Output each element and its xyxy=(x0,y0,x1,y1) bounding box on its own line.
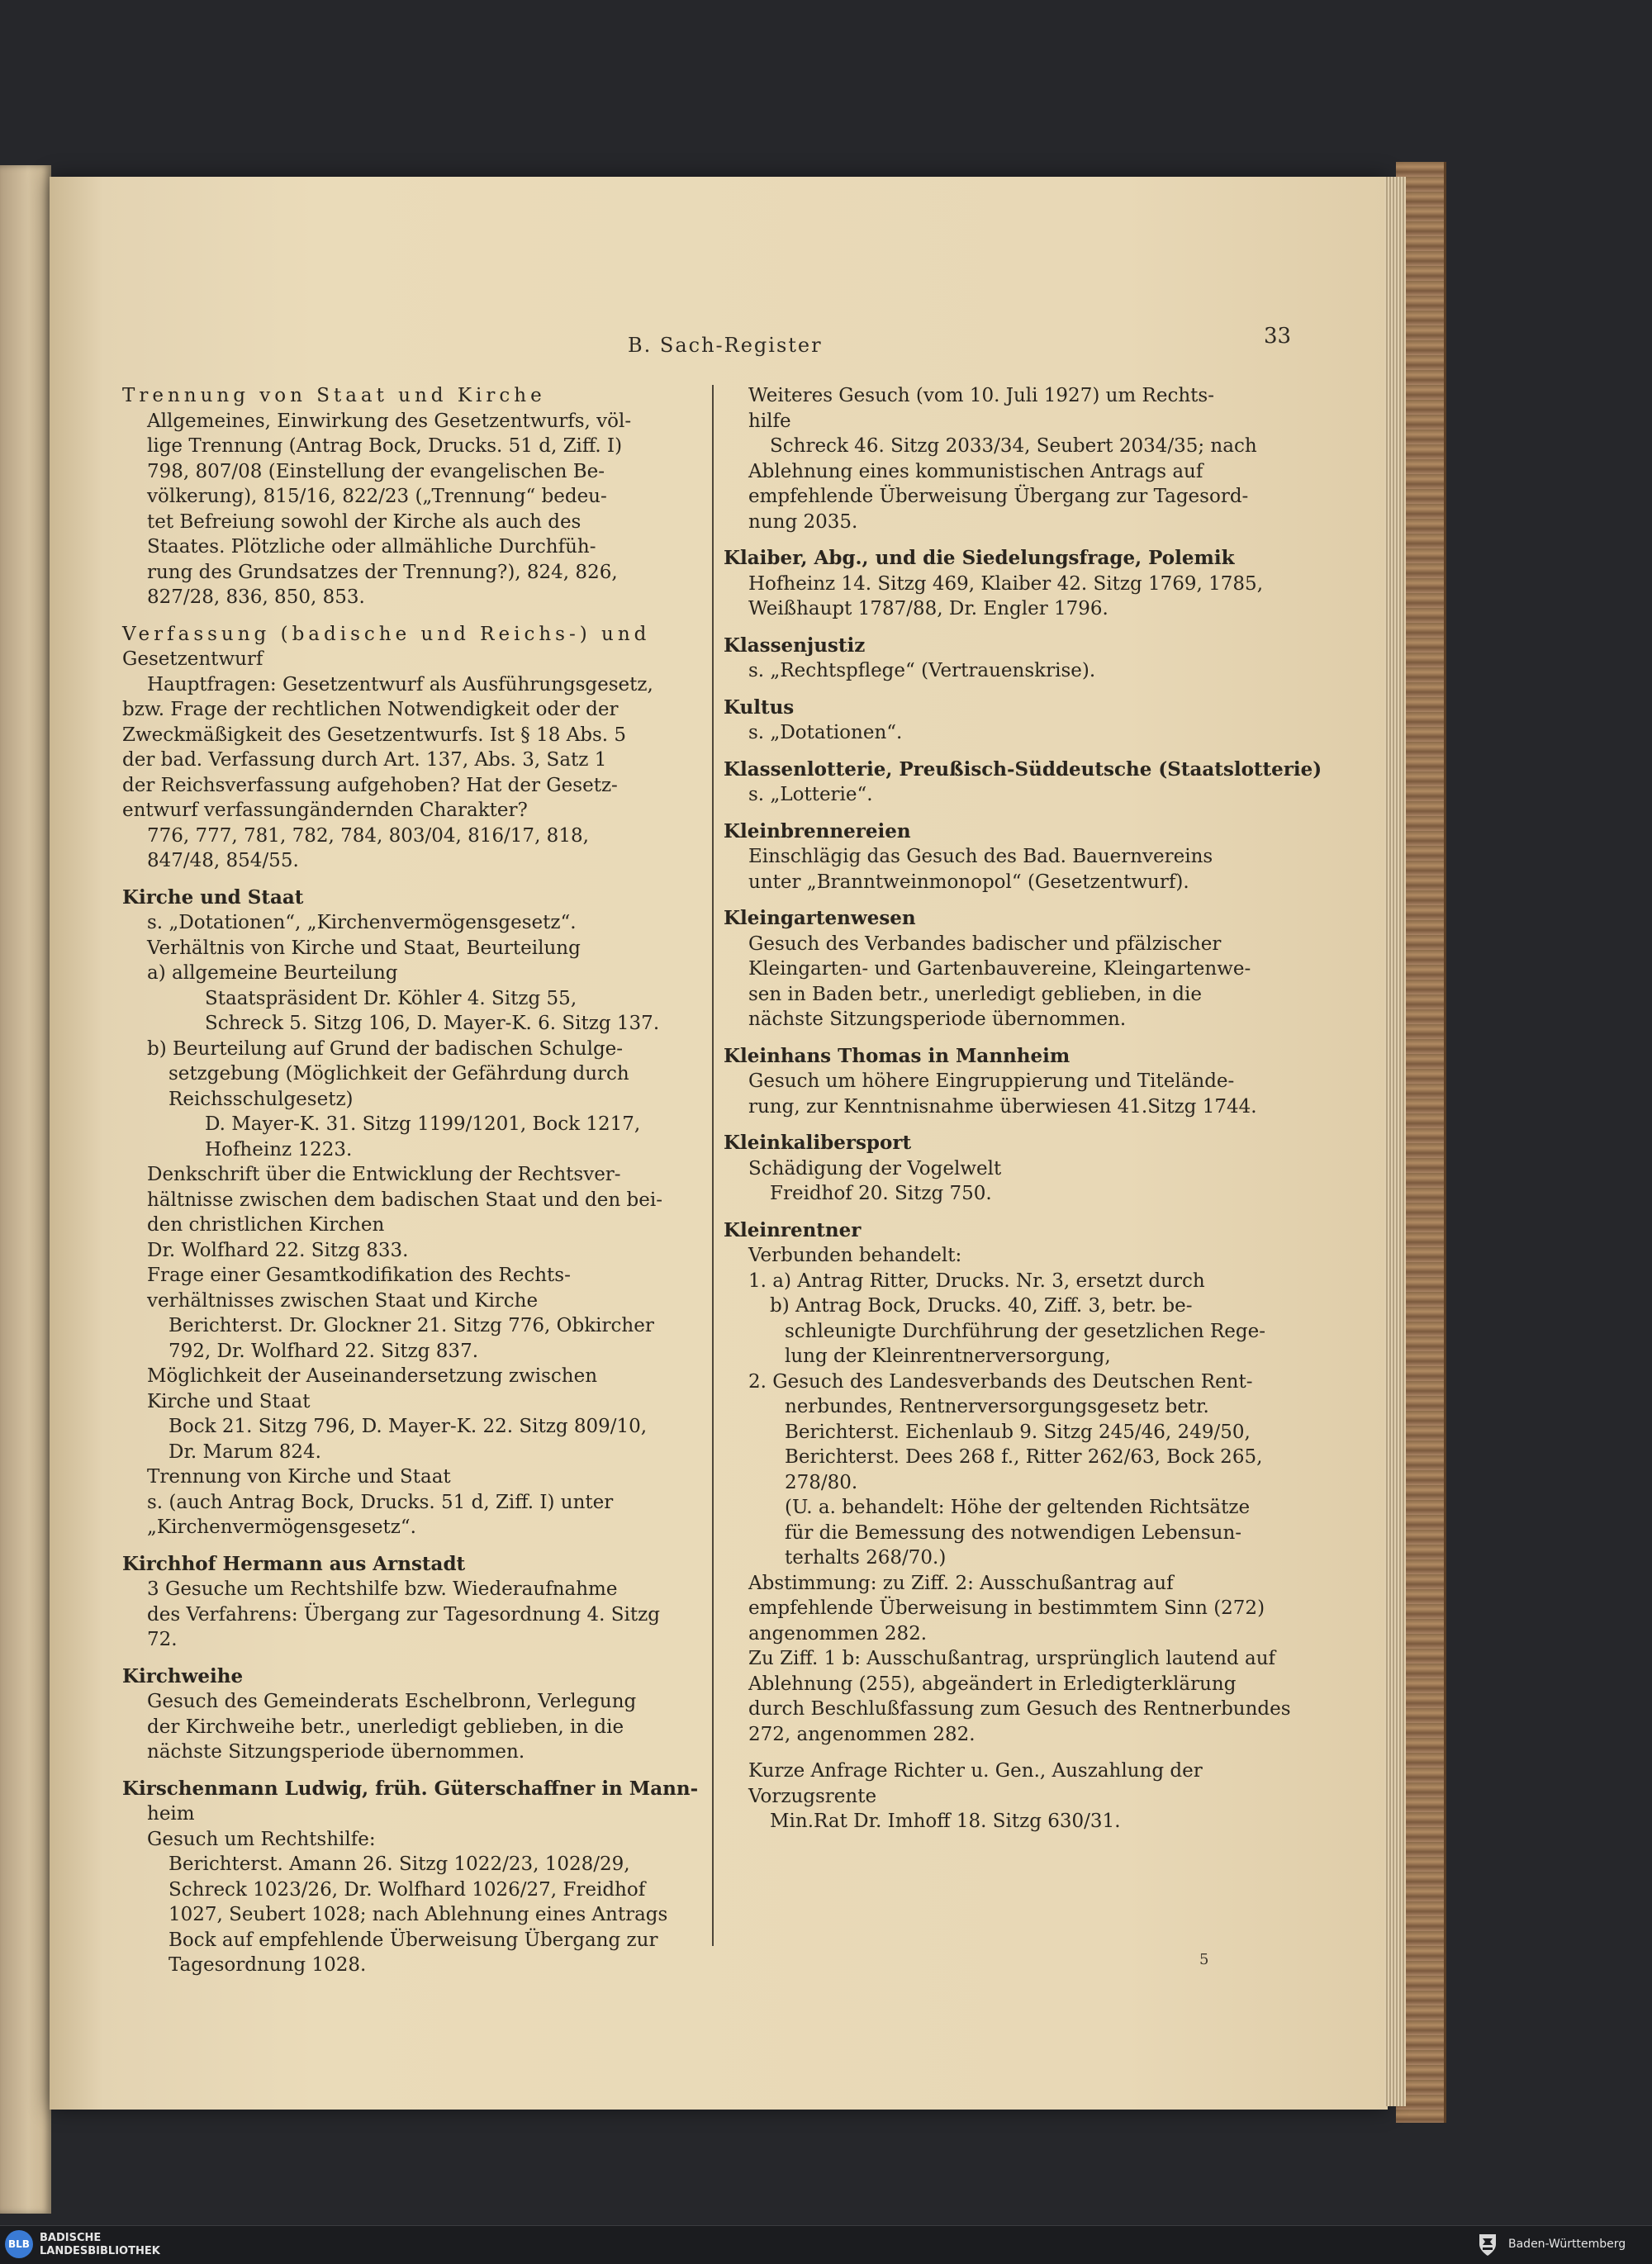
entry-line: 3 Gesuche um Rechtshilfe bzw. Wiederaufnahme xyxy=(147,1578,618,1600)
entry-line: 1. a) Antrag Ritter, Drucks. Nr. 3, ersetzt durch xyxy=(748,1270,1205,1292)
library-name[interactable] xyxy=(40,2232,160,2258)
entry-line: D. Mayer-K. 31. Sitzg 1199/1201, Bock 1217, xyxy=(205,1113,641,1135)
entry-line: Tagesordnung 1028. xyxy=(169,1954,367,1976)
entry-line: Freidhof 20. Sitzg 750. xyxy=(770,1183,992,1204)
entry-heading: Klassenjustiz xyxy=(724,634,866,657)
entry-line: Schreck 46. Sitzg 2033/34, Seubert 2034/35; nach xyxy=(770,435,1257,457)
library-name-line2: LANDESBIBLIOTHEK xyxy=(40,2245,160,2257)
entry-line: Bock 21. Sitzg 796, D. Mayer-K. 22. Sitzg 809/10, xyxy=(169,1416,648,1437)
entry-line: Frage einer Gesamtkodifikation des Rechts- xyxy=(147,1265,571,1286)
entry-line: sen in Baden betr., unerledigt geblieben, in die xyxy=(748,983,1202,1005)
entry-line: Trennung von Staat und Kirche xyxy=(122,385,546,406)
entry-heading: Kirchweihe xyxy=(122,1664,244,1687)
entry-line: des Verfahrens: Übergang zur Tagesordnung 4. Sitzg xyxy=(147,1603,660,1626)
entry-line: empfehlende Überweisung in bestimmtem Sinn (272) xyxy=(748,1597,1265,1619)
library-name-line1: BADISCHE xyxy=(40,2232,102,2244)
entry-line: rung des Grundsatzes der Trennung?), 824, 826, xyxy=(147,561,618,583)
entry-line: lung der Kleinrentnerversorgung, xyxy=(785,1346,1111,1367)
entry-line: Hofheinz 14. Sitzg 469, Klaiber 42. Sitzg 1769, 1785, xyxy=(748,572,1263,595)
entry-line: Gesuch um Rechtshilfe: xyxy=(147,1828,376,1850)
entry-line: angenommen 282. xyxy=(748,1622,928,1645)
entry-line: schleunigte Durchführung der gesetzlichen Rege- xyxy=(785,1320,1265,1342)
entry-line: Gesuch um höhere Eingruppierung und Titelände- xyxy=(748,1070,1235,1092)
entry-line: Berichterst. Amann 26. Sitzg 1022/23, 1028/29, xyxy=(169,1853,630,1875)
entry-line: Min.Rat Dr. Imhoff 18. Sitzg 630/31. xyxy=(770,1811,1121,1832)
entry-line: der Kirchweihe betr., unerledigt geblieben, in die xyxy=(147,1716,624,1738)
entry-line: 72. xyxy=(147,1629,178,1650)
entry-line: der Reichsverfassung aufgehoben? Hat der Gesetz- xyxy=(122,774,618,796)
entry-heading: Klassenlotterie, Preußisch-Süddeutsche (Staatslotterie) xyxy=(724,757,1322,781)
entry-heading: Kirche und Staat xyxy=(122,885,304,909)
entry-line: für die Bemessung des notwendigen Lebensun- xyxy=(785,1521,1242,1544)
entry-line: Gesetzentwurf xyxy=(122,648,263,670)
entry-line: Hauptfragen: Gesetzentwurf als Ausführungsgesetz, xyxy=(147,673,653,695)
entry-line: durch Beschlußfassung zum Gesuch des Rentnerbundes xyxy=(748,1698,1291,1720)
entry-line: Vorzugsrente xyxy=(748,1785,877,1807)
entry-line: Schädigung der Vogelwelt xyxy=(748,1157,1002,1179)
entry-line: Dr. Wolfhard 22. Sitzg 833. xyxy=(147,1239,409,1261)
entry-line: b) Beurteilung auf Grund der badischen Schulge- xyxy=(147,1037,624,1060)
entry-line: heim xyxy=(147,1803,195,1825)
left-column xyxy=(122,383,699,1978)
entry-line: Staates. Plötzliche oder allmähliche Durchfüh- xyxy=(147,536,596,558)
entry-line: Schreck 5. Sitzg 106, D. Mayer-K. 6. Sitzg 137. xyxy=(205,1013,660,1034)
entry-line: der bad. Verfassung durch Art. 137, Abs. 3, Satz 1 xyxy=(122,749,607,771)
entry-line: terhalts 268/70.) xyxy=(785,1547,947,1569)
entry-line: Berichterst. Eichenlaub 9. Sitzg 245/46, 249/50, xyxy=(785,1421,1251,1443)
entry-line: nächste Sitzungsperiode übernommen. xyxy=(748,1009,1127,1030)
entry-line: setzgebung (Möglichkeit der Gefährdung durch xyxy=(169,1063,629,1085)
entry-line: nerbundes, Rentnerversorgungsgesetz betr. xyxy=(785,1396,1209,1417)
column-divider xyxy=(712,385,714,1946)
viewer-footer xyxy=(0,2225,1652,2264)
entry-line: Reichsschulgesetz) xyxy=(169,1088,354,1110)
entry-line: Dr. Marum 824. xyxy=(169,1441,321,1463)
entry-line: b) Antrag Bock, Drucks. 40, Ziff. 3, betr. be- xyxy=(770,1295,1193,1317)
entry-heading: Kleingartenwesen xyxy=(724,907,916,929)
entry-line: lige Trennung (Antrag Bock, Drucks. 51 d, Ziff. I) xyxy=(147,435,623,457)
entry-line: s. „Dotationen“, „Kirchenvermögensgesetz“. xyxy=(147,912,577,933)
entry-line: s. (auch Antrag Bock, Drucks. 51 d, Ziff. I) unter xyxy=(147,1491,614,1513)
entry-line: 792, Dr. Wolfhard 22. Sitzg 837. xyxy=(169,1340,479,1362)
entry-heading: Kirchhof Hermann aus Arnstadt xyxy=(122,1552,466,1575)
entry-line: bzw. Frage der rechtlichen Notwendigkeit oder der xyxy=(122,699,619,720)
entry-line: Verhältnis von Kirche und Staat, Beurteilung xyxy=(147,937,581,959)
entry-line: „Kirchenvermögensgesetz“. xyxy=(147,1516,416,1538)
entry-line: Staatspräsident Dr. Köhler 4. Sitzg 55, xyxy=(205,987,577,1009)
entry-line: entwurf verfassungändernden Charakter? xyxy=(122,800,528,821)
entry-line: Möglichkeit der Auseinandersetzung zwischen xyxy=(147,1365,598,1387)
entry-line: nächste Sitzungsperiode übernommen. xyxy=(147,1741,525,1763)
entry-line: hältnisse zwischen dem badischen Staat und den bei- xyxy=(147,1189,662,1211)
entry-line: Ablehnung (255), abgeändert in Erledigterklärung xyxy=(748,1673,1237,1695)
entry-line: s. „Rechtspflege“ (Vertrauenskrise). xyxy=(748,660,1096,681)
entry-line: Abstimmung: zu Ziff. 2: Ausschußantrag auf xyxy=(748,1572,1174,1594)
entry-line: Schreck 1023/26, Dr. Wolfhard 1026/27, Freidhof xyxy=(169,1878,646,1901)
entry-heading: Kleinhans Thomas in Mannheim xyxy=(724,1044,1070,1067)
entry-heading: Kirschenmann Ludwig, früh. Güterschaffner in Mann- xyxy=(122,1777,699,1800)
entry-line: Gesuch des Gemeinderats Eschelbronn, Verlegung xyxy=(147,1691,637,1712)
entry-line: verhältnisses zwischen Staat und Kirche xyxy=(147,1289,539,1312)
page-block-edge xyxy=(1384,177,1406,2106)
entry-line: Einschlägig das Gesuch des Bad. Bauernvereins xyxy=(748,846,1213,867)
entry-line: hilfe xyxy=(748,410,791,432)
entry-heading: Kleinbrennereien xyxy=(724,819,911,842)
entry-line: Ablehnung eines kommunistischen Antrags auf xyxy=(748,460,1203,482)
baden-wuerttemberg-coat-of-arms-icon[interactable] xyxy=(1477,2233,1498,2257)
entry-line: völkerung), 815/16, 822/23 („Trennung“ bedeu- xyxy=(147,486,607,507)
blb-logo-icon[interactable]: BLB xyxy=(5,2230,33,2258)
entry-line: Zu Ziff. 1 b: Ausschußantrag, ursprünglich lautend auf xyxy=(748,1648,1276,1669)
entry-line: tet Befreiung sowohl der Kirche als auch des xyxy=(147,510,582,533)
entry-heading: Klaiber, Abg., und die Siedelungsfrage, Polemik xyxy=(724,547,1235,569)
entry-line: unter „Branntweinmonopol“ (Gesetzentwurf). xyxy=(748,871,1189,893)
entry-line: Berichterst. Dees 268 f., Ritter 262/63, Bock 265, xyxy=(785,1446,1263,1468)
entry-line: rung, zur Kenntnisnahme überwiesen 41.Sitzg 1744. xyxy=(748,1095,1257,1118)
entry-line: Hofheinz 1223. xyxy=(205,1138,353,1160)
entry-line: 272, angenommen 282. xyxy=(748,1723,976,1745)
entry-line: den christlichen Kirchen xyxy=(147,1214,385,1236)
entry-line: a) allgemeine Beurteilung xyxy=(147,962,398,984)
entry-line: 827/28, 836, 850, 853. xyxy=(147,586,365,608)
entry-line: nung 2035. xyxy=(748,510,858,533)
signature-mark: 5 xyxy=(1199,1951,1209,1968)
entry-line: Bock auf empfehlende Überweisung Übergang zur xyxy=(169,1929,658,1951)
entry-line: 2. Gesuch des Landesverbands des Deutschen Rent- xyxy=(748,1370,1253,1393)
left-page-edge xyxy=(0,165,51,2214)
entry-line: Zweckmäßigkeit des Gesetzentwurfs. Ist § 18 Abs. 5 xyxy=(122,724,627,746)
entry-line: empfehlende Überweisung Übergang zur Tagesord- xyxy=(748,486,1249,507)
page-number: 33 xyxy=(1264,324,1292,349)
entry-line: Verfassung (badische und Reichs-) und xyxy=(122,623,651,645)
state-name[interactable]: Baden-Württemberg xyxy=(1508,2238,1626,2251)
entry-heading: Kultus xyxy=(724,695,795,719)
entry-line: 847/48, 854/55. xyxy=(147,850,299,871)
entry-line: 1027, Seubert 1028; nach Ablehnung eines Antrags xyxy=(169,1904,668,1925)
entry-line: s. „Dotationen“. xyxy=(748,722,903,743)
entry-line: Kirche und Staat xyxy=(147,1390,311,1412)
entry-line: 776, 777, 781, 782, 784, 803/04, 816/17, 818, xyxy=(147,824,589,847)
entry-heading: Kleinkalibersport xyxy=(724,1132,912,1154)
entry-line: Berichterst. Dr. Glockner 21. Sitzg 776, Obkircher xyxy=(169,1315,654,1336)
entry-line: Kurze Anfrage Richter u. Gen., Auszahlung der xyxy=(748,1760,1203,1782)
entry-heading: Kleinrentner xyxy=(724,1218,862,1241)
entry-line: Denkschrift über die Entwicklung der Rechtsver- xyxy=(147,1164,621,1185)
right-column xyxy=(724,383,1322,1834)
entry-line: Kleingarten- und Gartenbauvereine, Kleingartenwe- xyxy=(748,958,1251,980)
entry-line: s. „Lotterie“. xyxy=(748,784,873,805)
entry-line: (U. a. behandelt: Höhe der geltenden Richtsätze xyxy=(785,1497,1251,1518)
entry-line: Trennung von Kirche und Staat xyxy=(147,1466,451,1488)
entry-line: Weiteres Gesuch (vom 10. Juli 1927) um Rechts- xyxy=(748,385,1214,406)
entry-line: 798, 807/08 (Einstellung der evangelischen Be- xyxy=(147,460,605,482)
running-head: B. Sach-Register xyxy=(628,334,823,357)
entry-line: Gesuch des Verbandes badischer und pfälzischer xyxy=(748,933,1222,955)
entry-line: 278/80. xyxy=(785,1471,858,1493)
entry-line: Allgemeines, Einwirkung des Gesetzentwurfs, völ- xyxy=(147,410,632,432)
entry-line: Weißhaupt 1787/88, Dr. Engler 1796. xyxy=(748,598,1108,619)
entry-line: Verbunden behandelt: xyxy=(748,1245,962,1266)
